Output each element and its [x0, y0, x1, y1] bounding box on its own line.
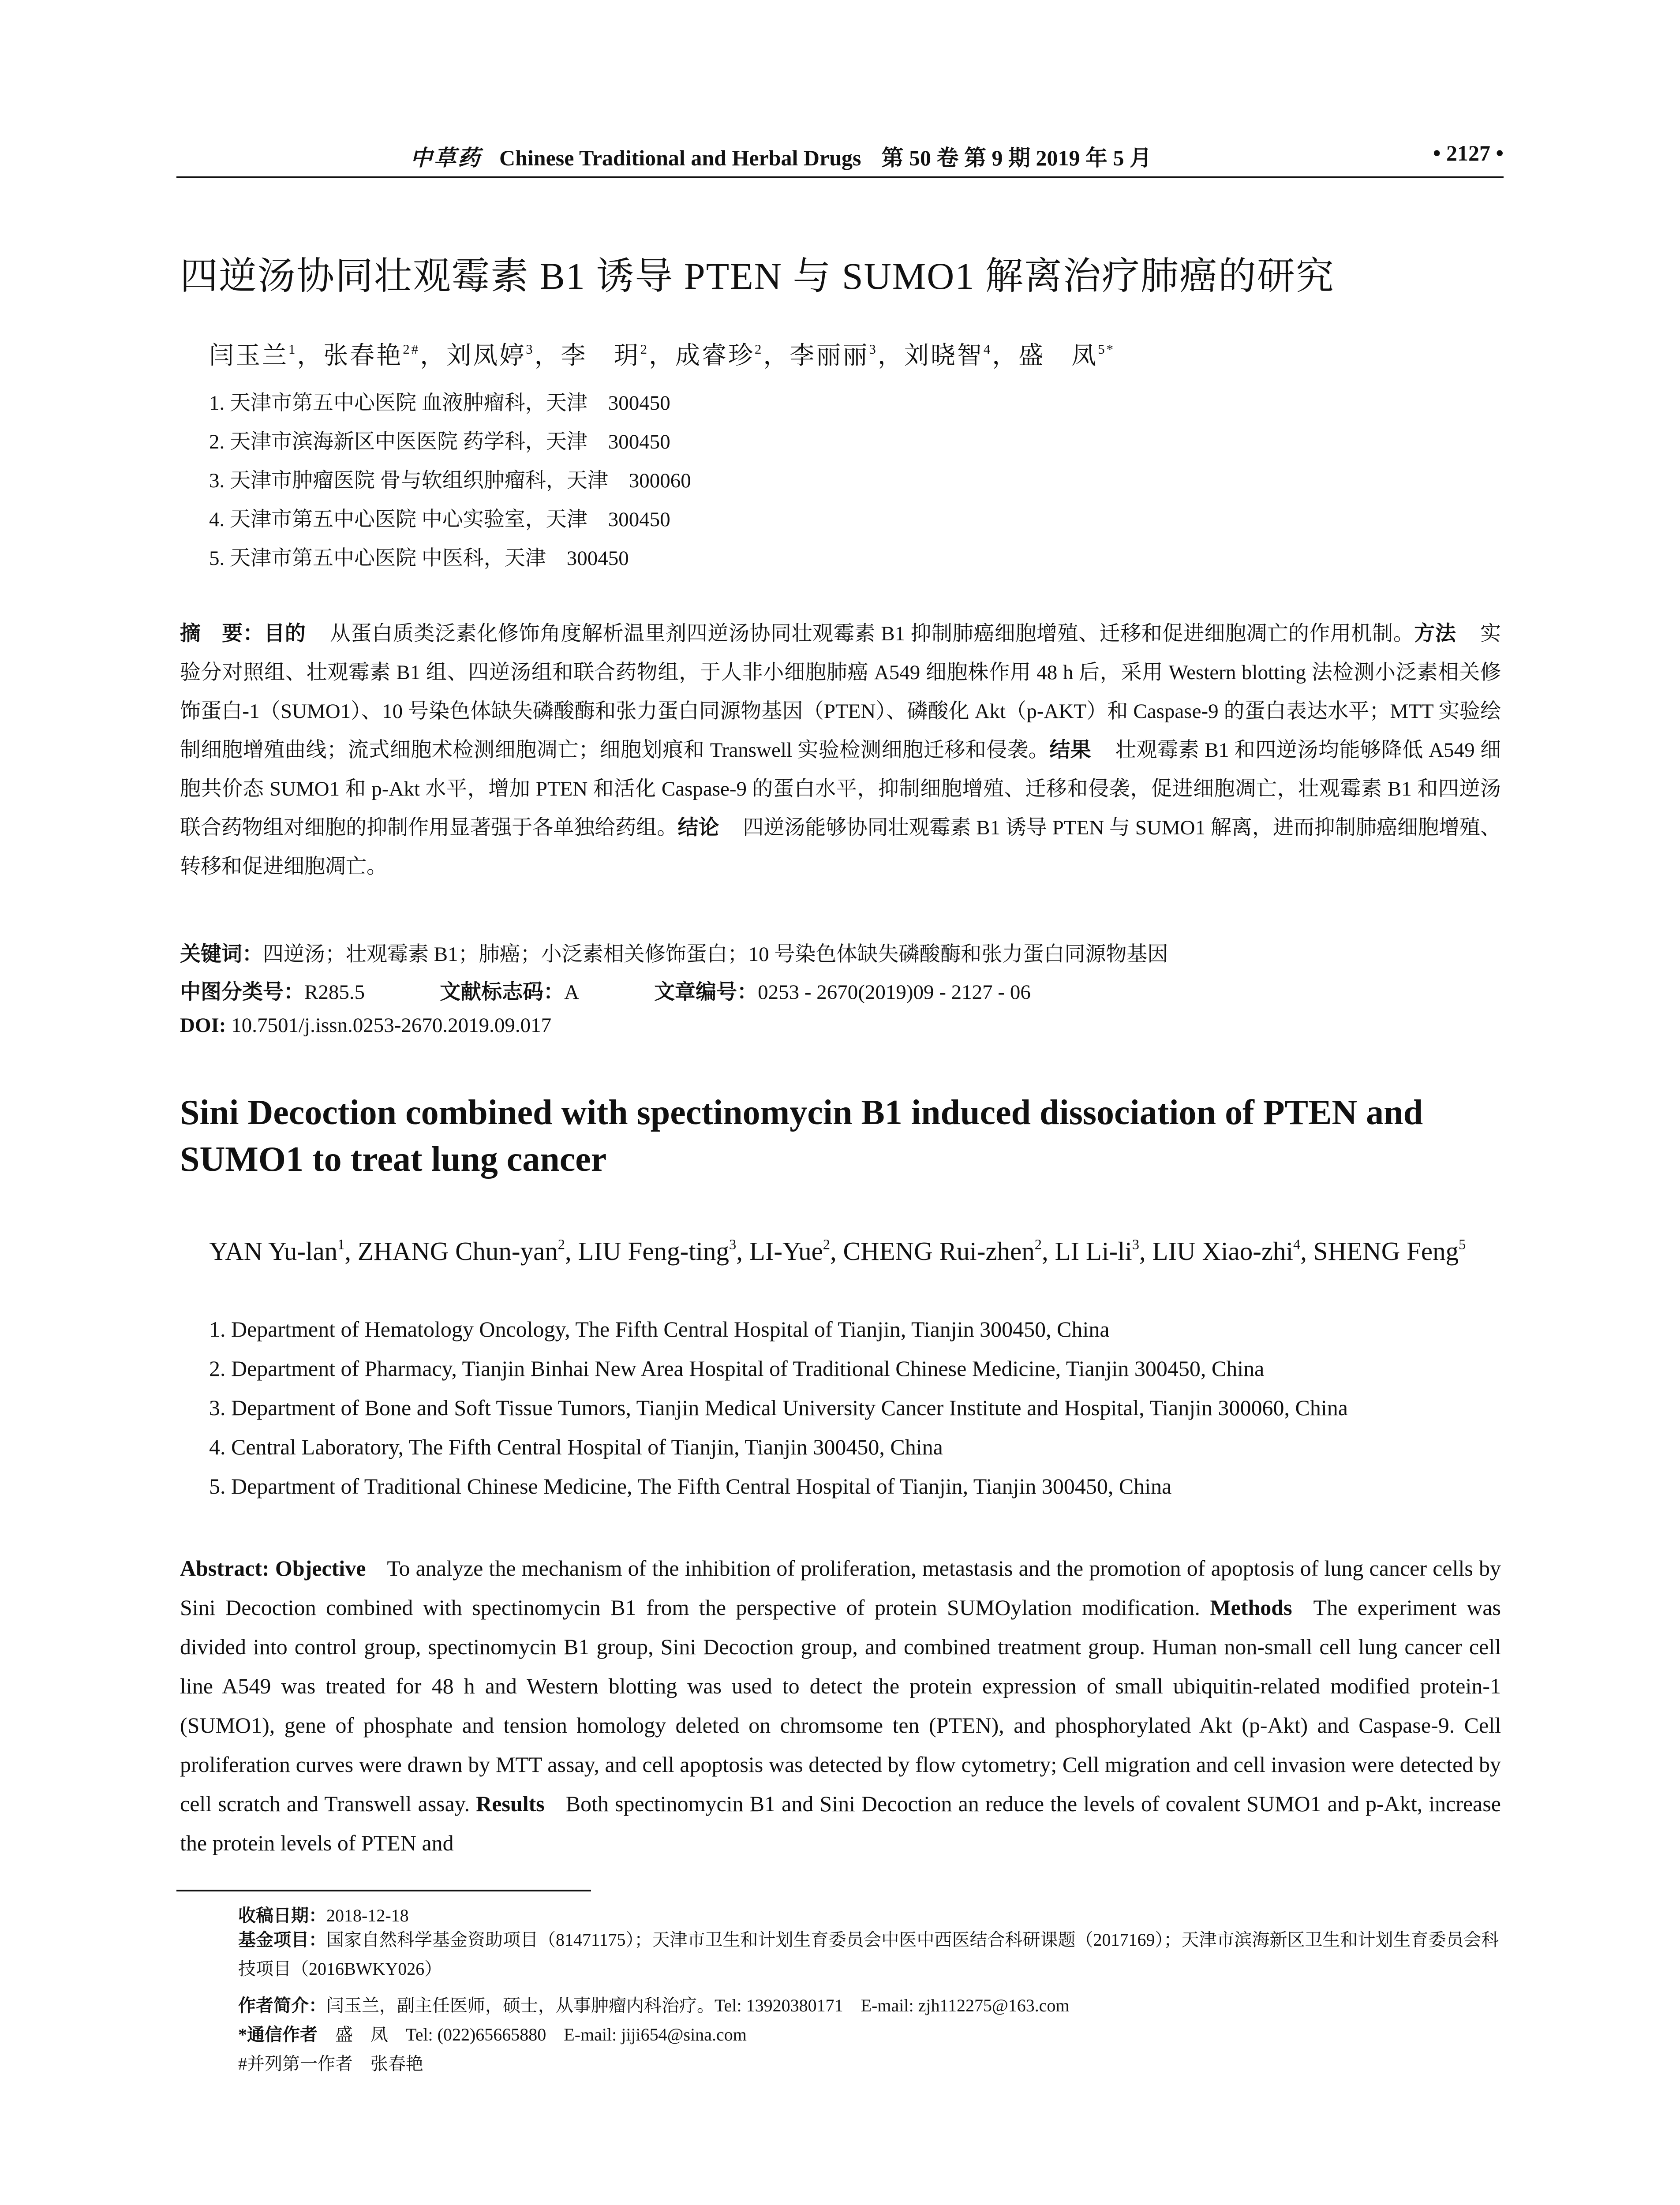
en-author-sup: 2: [1034, 1237, 1042, 1253]
en-author: YAN Yu-lan: [209, 1237, 338, 1266]
cn-results: 壮观霉素 B1 和四逆汤均能够降低 A549 细胞共价态 SUMO1 和 p-Akt 水平，增加 PTEN 和活化 Caspase-9 的蛋白水平，抑制细胞增殖、迁移和侵袭，促进细胞凋亡，壮观霉素 B1 和四逆汤联合药物组对细胞的抑制作用显著强于各单独给药组。: [180, 739, 1501, 839]
article-no-value: 0253 - 2670(2019)09 - 2127 - 06: [758, 981, 1031, 1004]
footnote-rule: [176, 1890, 591, 1891]
en-results-label: Results: [476, 1791, 545, 1816]
cn-author-sup: 3: [869, 341, 878, 357]
footnote-author-bio: [238, 1992, 1070, 2017]
en-author-sup: 3: [729, 1237, 737, 1253]
footnote-co-first: [238, 2050, 423, 2075]
received-label: 收稿日期：: [238, 1906, 326, 1925]
en-affiliation: 4. Central Laboratory, The Fifth Central Hospital of Tianjin, Tianjin 300450, China: [209, 1435, 943, 1459]
en-author: SHENG Feng: [1313, 1237, 1459, 1266]
volume-issue: 第 50 卷 第 9 期 2019 年 5 月: [881, 146, 1152, 170]
en-authors: YAN Yu-lan$^1$, ZHANG Chun-yan$^2$, LIU Feng-ting$^3$, LI-Yue$^2$, CHENG Rui-zhen$^2$, LI $Li-li^3$, LIU Xiao-zhi$^4$, SHENG Feng$^5$: [209, 1237, 1466, 1266]
clc-label: 中图分类号：: [180, 981, 304, 1004]
co-first-value: 张春艳: [370, 2054, 423, 2074]
en-methods: The experiment was divided into control group, spectinomycin B1 group, Sini Decoction group, and combined treatment group. Human non-small cell lung cancer cell line A549 was treated for 48 h and Western blotting was used to detect the protein expression of small ubiquitin-related modified protein-1 (SUMO1), gene of phosphate and tension homology deleted on chromsome ten (PTEN), and phosphorylated Akt (p-Akt) and Caspase-9. Cell proliferation curves were drawn by MTT assay, and cell apoptosis was detected by flow cytometry; Cell migration and cell invasion were detected by cell scratch and Transwell assay.: [180, 1595, 1501, 1816]
en-author: LIU Feng-ting: [578, 1237, 729, 1266]
author-bio-value: 闫玉兰，副主任医师，硕士，从事肿瘤内科治疗。Tel: 13920380171 E-mail: zjh112275@163.com: [326, 1996, 1070, 2015]
footnote-received: [238, 1902, 409, 1927]
journal-name: Chinese Traditional and Herbal Drugs: [499, 146, 861, 170]
cn-author-sup: 2#: [403, 341, 420, 357]
author-bio-label: 作者简介：: [238, 1996, 326, 2015]
cn-abstract-label: 摘 要：: [180, 622, 264, 645]
cn-author-sup: 5*: [1098, 341, 1115, 357]
cn-conclusion: 四逆汤能够协同壮观霉素 B1 诱导 PTEN 与 SUMO1 解离，进而抑制肺癌细胞增殖、转移和促进细胞凋亡。: [180, 816, 1501, 878]
en-author: LIU Xiao-zhi: [1152, 1237, 1293, 1266]
doi-line: [180, 1013, 551, 1037]
en-author-sup: 4: [1293, 1237, 1301, 1253]
cn-title: 四逆汤协同壮观霉素 B1 诱导 PTEN 与 SUMO1 解离治疗肺癌的研究: [180, 255, 1335, 297]
en-author-sup: 1: [337, 1237, 345, 1253]
en-author: LI Li-li: [1055, 1237, 1132, 1266]
en-author-sup: 3: [1132, 1237, 1139, 1253]
doi-label: DOI:: [180, 1014, 226, 1037]
clc-value: R285.5: [304, 981, 365, 1004]
co-first-label: #并列第一作者: [238, 2054, 353, 2074]
cn-keywords-text: 四逆汤；壮观霉素 B1；肺癌；小泛素相关修饰蛋白；10 号染色体缺失磷酸酶和张力蛋白同源物基因: [263, 943, 1168, 966]
cn-author: 张春艳: [323, 342, 403, 370]
cn-affiliation: 4. 天津市第五中心医院 中心实验室，天津 300450: [209, 508, 670, 531]
cn-author: 闫玉兰: [209, 342, 288, 370]
en-author: LI-Yue: [749, 1237, 823, 1266]
footnote-fund: [238, 1925, 1502, 1984]
cn-author-sup: 3: [526, 341, 535, 357]
en-abstract-label: Abstract:: [180, 1556, 269, 1581]
fund-label: 基金项目：: [238, 1930, 326, 1950]
fund-value: 国家自然科学基金资助项目（81471175）；天津市卫生和计划生育委员会中医中西医结合科研课题（2017169）；天津市滨海新区卫生和计划生育委员会科技项目（2016BWKY026）: [238, 1930, 1499, 1979]
doc-code-value: A: [564, 981, 580, 1004]
cn-affiliation: 5. 天津市第五中心医院 中医科，天津 300450: [209, 547, 629, 570]
running-header: [176, 140, 1504, 178]
cn-keywords-label: 关键词：: [180, 943, 263, 966]
en-author-sup: 2: [558, 1237, 565, 1253]
cn-author: 李丽丽: [789, 342, 869, 370]
cn-authors: 闫玉兰$^1$，张春艳$^{2\#}$，刘凤婷$^3$，李 玥$^2$，成睿珍$^2$，李丽丽$^3$，刘晓智$^4$，盛 凤$^{5*}$: [209, 341, 1115, 370]
cn-author: 刘凤婷: [446, 342, 526, 370]
corresponding-value: 盛 凤 Tel: (022)65665880 E-mail: jiji654@sina.com: [335, 2025, 747, 2044]
corresponding-label: *通信作者: [238, 2025, 318, 2044]
en-abstract: [180, 1549, 1501, 1863]
en-title: Sini Decoction combined with spectinomycin B1 induced dissociation of PTEN and SUMO1 to treat lung cancer: [180, 1093, 1423, 1179]
cn-author-sup: 4: [983, 341, 992, 357]
cn-author: 盛 凤: [1018, 342, 1098, 370]
cn-author: 成睿珍: [675, 342, 755, 370]
cn-results-label: 结果: [1049, 739, 1092, 762]
cn-author-sup: 2: [755, 341, 763, 357]
cn-author-sup: 1: [288, 341, 297, 357]
journal-logo: 中草药: [410, 145, 482, 171]
en-methods-label: Methods: [1210, 1595, 1292, 1620]
en-author-sup: 5: [1459, 1237, 1466, 1253]
doi-value: 10.7501/j.issn.0253-2670.2019.09.017: [231, 1014, 552, 1037]
en-author: ZHANG Chun-yan: [357, 1237, 558, 1266]
en-results: Both spectinomycin B1 and Sini Decoction an reduce the levels of covalent SUMO1 and p-Akt, increase the protein levels of PTEN and: [180, 1791, 1501, 1855]
cn-objective-label: 目的: [264, 622, 306, 645]
cn-author: 李 玥: [561, 342, 640, 370]
en-affiliation: 5. Department of Traditional Chinese Medicine, The Fifth Central Hospital of Tianjin, Tianjin 300450, China: [209, 1474, 1172, 1499]
cn-methods: 实验分对照组、壮观霉素 B1 组、四逆汤组和联合药物组，于人非小细胞肺癌 A549 细胞株作用 48 h 后，采用 Western blotting 法检测小泛素相关修饰蛋白-1（SUMO1）、10 号染色体缺失磷酸酶和张力蛋白同源物基因（PTEN）、磷酸化 Akt（p-AKT）和 Caspase-9 的蛋白表达水平；MTT 实验绘制细胞增殖曲线；流式细胞术检测细胞凋亡；细胞划痕和 Transwell 实验检测细胞迁移和侵袭。: [180, 622, 1501, 762]
cn-affiliation: 1. 天津市第五中心医院 血液肿瘤科，天津 300450: [209, 392, 670, 415]
cn-classification: [180, 975, 1031, 1005]
cn-affiliation: 3. 天津市肿瘤医院 骨与软组织肿瘤科，天津 300060: [209, 469, 691, 492]
cn-objective: 从蛋白质类泛素化修饰角度解析温里剂四逆汤协同壮观霉素 B1 抑制肺癌细胞增殖、迁移和促进细胞凋亡的作用机制。: [329, 622, 1414, 645]
cn-abstract: [180, 614, 1501, 886]
received-value: 2018-12-18: [326, 1906, 409, 1925]
journal-header: [410, 140, 1152, 172]
cn-author: 刘晓智: [904, 342, 984, 370]
en-objective: To analyze the mechanism of the inhibition of proliferation, metastasis and the promotion of apoptosis of lung cancer cells by Sini Decoction combined with spectinomycin B1 from the perspective of protein SUMOylation modification.: [180, 1556, 1501, 1620]
en-affiliation: 2. Department of Pharmacy, Tianjin Binhai New Area Hospital of Traditional Chinese Medicine, Tianjin 300450, China: [209, 1356, 1265, 1381]
doc-code-label: 文献标志码：: [440, 981, 565, 1004]
en-author: CHENG Rui-zhen: [843, 1237, 1035, 1266]
footnote-corresponding: [238, 2021, 747, 2046]
en-affiliation: 1. Department of Hematology Oncology, The Fifth Central Hospital of Tianjin, Tianjin 300450, China: [209, 1317, 1110, 1342]
en-objective-label: Objective: [275, 1556, 366, 1581]
article-no-label: 文章编号：: [654, 981, 758, 1004]
cn-affiliation: 2. 天津市滨海新区中医医院 药学科，天津 300450: [209, 430, 670, 453]
cn-methods-label: 方法: [1414, 622, 1456, 645]
cn-conclusion-label: 结论: [677, 816, 719, 839]
en-author-sup: 2: [823, 1237, 831, 1253]
cn-author-sup: 2: [640, 341, 649, 357]
page-number: • 2127 •: [1433, 141, 1504, 165]
cn-keywords: [180, 938, 1168, 967]
en-affiliation: 3. Department of Bone and Soft Tissue Tumors, Tianjin Medical University Cancer Institute and Hospital, Tianjin 300060, China: [209, 1395, 1348, 1420]
